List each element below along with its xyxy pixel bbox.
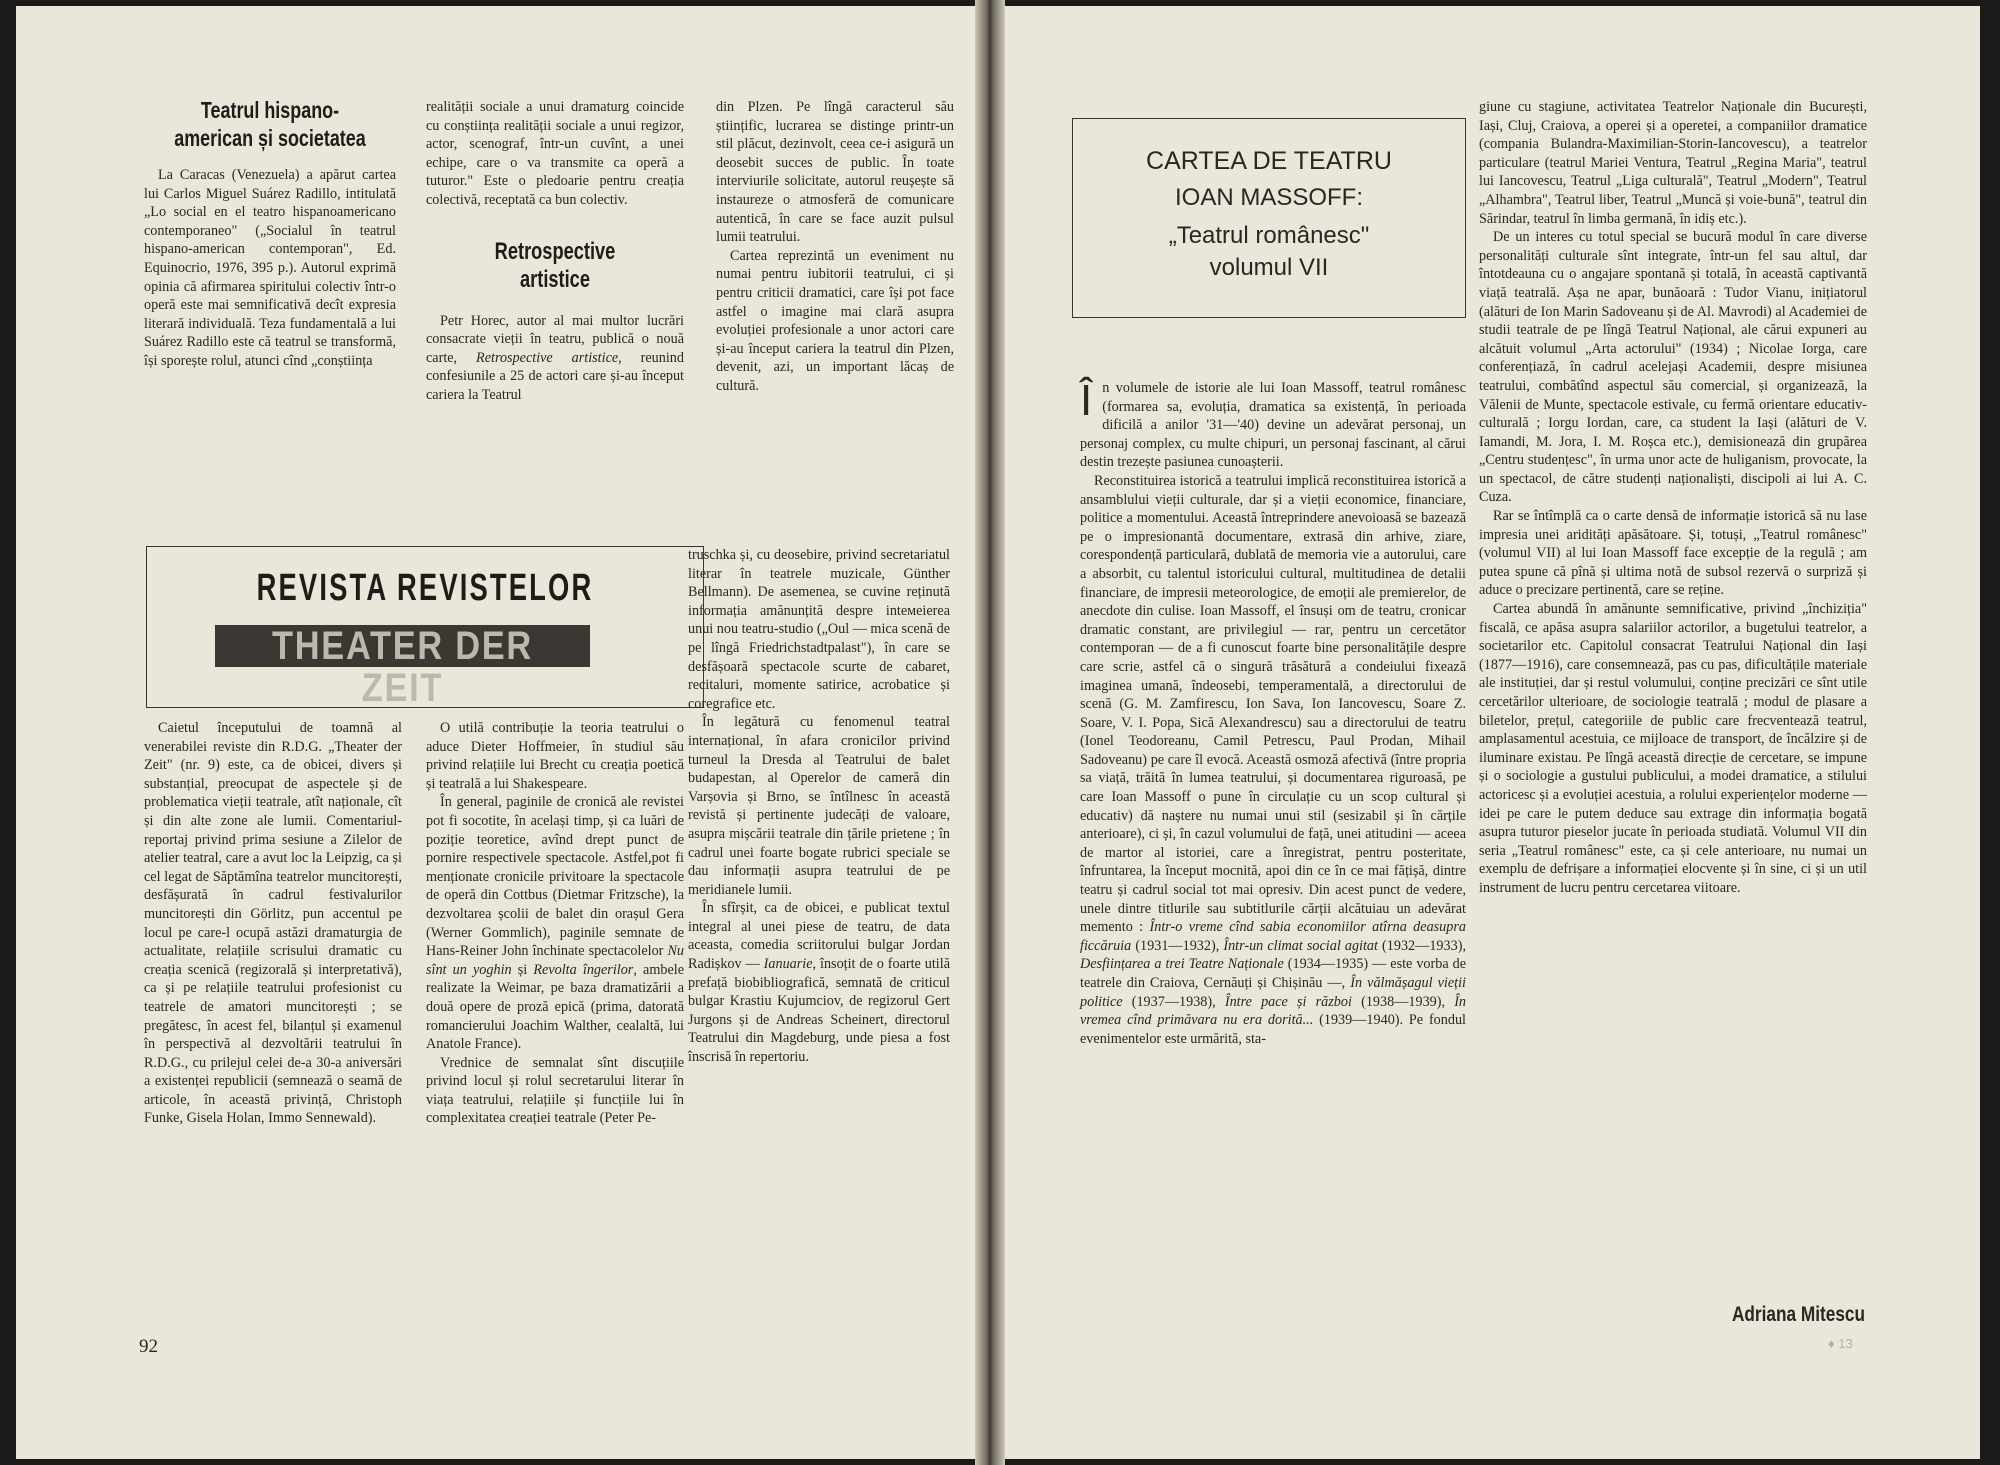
- logo-text: THEATER DER ZEIT: [271, 624, 533, 710]
- cartea-author: IOAN MASSOFF:: [1174, 184, 1363, 211]
- article-paragraph: Reconstituirea istorică a teatrului implică reconstituirea istorică a ansamblului vieții culturale, dar și a vieții economice, financiare, politice a momentului. Această întreprindere anevoioasă se bazează pe o impresionantă documentare, extrasă din arhive, ziare, corespondență particulară, dublată de memoria vie a autorului, care a absorbit, cu talentul istoricului cultural, multitudinea de detalii financiare, de impresii meteorologice, de emoții ale premierelor, de anecdote din culise. Ioan Massoff, el însuși om de teatru, cronicar dramatic constant, are privilegiul — rar, pentru un cercetător contemporan — de a fi cunoscut foarte bine personalitățile despre care scrie, astfel că o singură trăsătură a condeiului fixează imaginea umană, îndeosebi, temperamentală, a directorului de scenă (G. M. Zamfirescu, Ion Sava, Ion Iancovescu, Soare Z. Soare, V. I. Popa, Sică Alexandrescu) sau a directorului de teatru (Ionel Teodoreanu, Camil Petrescu, Paul Prodan, Mihail Sadoveanu) pe care îl evocă. Această osmoză afectivă (între propria sa viață, trăită în lumea teatrului, și documentarea riguroasă, pe care Ioan Massoff o pune în circulație cu un scop cultural și educativ) dă naștere nu numai unui stil (sesizabil și în cărțile anterioare), ci și, în cazul volumului de față, unei atitudini — aceea de martor al istoriei, care a înregistrat, pentru posteritate, înfruntarea, la început mocnită, apoi din ce în ce mai fățișă, dintre teatru și cadrul social tot mai opresiv. Din acest punct de vedere, unele dintre titlurile sau subtitlurile cărții alcătuiau un adevărat memento : Într-o vreme cînd sabia economiilor atîrna deasupra ficcăruia (1931—1932), Într-un climat social agitat (1932—1933), Desființarea a trei Teatre Naționale (1934—1935) — este vorba de teatrele din Craiova, Cernăuți și Chișinău —, În vălmășagul vieții politice (1937—1938), Între pace și război (1938—1939), În vremea cînd primăvara nu era dorită... (1939—1940). Pe fondul evenimentelor este urmărită, sta-: [1080, 472, 1467, 1047]
- article-paragraph: Petr Horec, autor al mai multor lucrări consacrate vieții în teatru, publică o nouă carte, Retrospective artistice, reunind confesiunile a 25 de actori care și-au început cariera la Teatrul: [426, 312, 684, 403]
- article-paragraph: O utilă contribuție la teoria teatrului o aduce Dieter Hoffmeier, în studiul său privind relațiile lui Brecht cu creația poetică și teatrală a lui Shakespeare.: [426, 720, 684, 792]
- article-paragraph: Cartea abundă în amănunte semnificative, privind „închizițiа" fiscală, ce apăsa asupra salariilor actorilor, a bugetului teatrelor, a societarilor etc. Capitolul consacrat Teatrului Național din Iași (1877—1916), care consemnează, pas cu pas, dificultățile materiale ale instituției, dar și restul volumului, conține precizări ce sînt utile cercetărilor ulterioare, de sociologie teatrală ; modul de plasare a biletelor, prețul, categoriile de public care frecventează teatrul, amplasamentul acestuia, ce mijloace de transport, de încălzire și de iluminare existau. Pe lîngă această direcție de cercetare, se impune și o sociologie a gustului publicului, a modei dramatice, a stilului actoricesc și a evoluției acestuia, a rolului experiențelor moderne — idei pe care le putem deduce sau extrage din informația bogată asupra tuturor pieselor jucate în perioada studiată. Volumul VII din seria „Teatrul românesc" este, ca și cele anterioare, nu numai un exemplu de defrișare a informației elocvente și în sine, ci și un util instrument de lucru pentru cercetarea viitoare.: [1479, 601, 1867, 896]
- revista-revistelor-title: REVISTA REVISTELOR: [256, 567, 594, 609]
- article-retrospective-continued-column: [716, 98, 954, 396]
- cartea-column-2: [1479, 98, 1867, 898]
- revista-column-3: [688, 546, 950, 1067]
- article-paragraph: realității sociale a unui dramaturg coincide cu conștiința realității sociale a unui regizor, actor, scenograf, într-un cuvînt, a unei echipe, care o va transmite ca operă a tuturor." Este o pledoarie pentru creația colectivă, receptată ca bun colectiv.: [426, 99, 684, 208]
- article-paragraph: În volumele de istorie ale lui Ioan Massoff, teatrul românesc (formarea sa, evoluția, dramatica sa existență, în perioada dificilă a anilor '31—'40) devine un adevărat personaj, un personaj complex, cu multe chipuri, un personaj fascinant, al cărui destin trezește pasiunea cunoașterii.: [1080, 376, 1466, 471]
- cartea-book-title: „Teatrul românesc": [1168, 222, 1370, 249]
- article-paragraph: În general, paginile de cronică ale revistei pot fi socotite, în același timp, și ca luări de poziție teoretice, avînd drept punct de pornire respectivele spectacole. Astfel,pot fi menționate cronicile privitoare la spectacole de operă din Cottbus (Dietmar Fritzsche), la dezvoltarea școlii de balet din orașul Gera (Werner Gommlich), paginile semnate de Hans-Reiner John închinate spectacolelor Nu sînt un yoghin și Revolta îngerilor, ambele realizate la Weimar, pe baza dramatizării a două opere de proză epică (prima, datorată romancierului Joachim Walther, cealaltă, lui Anatole France).: [426, 794, 684, 1053]
- article-title-retrospective: Retrospective artistice: [494, 237, 616, 293]
- article-hispano-column: [144, 96, 396, 371]
- book-gutter: [975, 0, 1005, 1465]
- article-paragraph: În legătură cu fenomenul teatral internațional, în afara cronicilor privind turneul la Dresda al Teatrului de balet budapestan, al Operelor de cameră din Varșovia și Brno, se întîlnesc în această revistă și pertinente judecăți de valoare, asupra mișcării teatrale din țările prietene ; în cadrul unei foarte bogate rubrici speciale se dau informații asupra teatrului de pe meridianele lumii.: [688, 714, 950, 898]
- article-paragraph: În sfîrșit, ca de obicei, e publicat textul integral al unei piese de teatru, de data aceasta, comedia scriitorului bulgar Jordan Radișkov — Ianuarie, însoțit de o foarte utilă prefață biobibliografică, semnată de criticul bulgar Krastiu Kujumciov, de regizorul Gert Jurgons și de Andreas Scheinert, directorul Teatrului din Magdeburg, unde piesa a fost înscrisă în repertoriu.: [688, 900, 950, 1066]
- left-page: [16, 6, 981, 1459]
- author-signature: Adriana Mitescu: [1731, 1303, 1865, 1326]
- article-paragraph: La Caracas (Venezuela) a apărut cartea lui Carlos Miguel Suárez Radillo, intitulată „Lo social en el teatro hispanoamericano contemporaneo" („Socialul în teatrul hispano-american contemporan", Ed. Equinocrio, 1976, 395 p.). Autorul exprimă opinia că afirmarea spiritului colectiv într-o operă este mai semnificativă decît expresia literară individuală. Teza fundamentală a lui Suárez Radillo este că teatrul se transformă, își sporește rolul, atunci cînd „conștiința: [144, 167, 396, 369]
- article-paragraph: De un interes cu totul special se bucură modul în care diverse personalități culturale sînt integrate, într-un fel sau altul, dar întotdeauna cu o angajare spontană și totală, în această captivantă viață teatrală. Așa ne apar, bunăoară : Tudor Vianu, inițiatorul (alături de Ion Marin Sadoveanu și de Al. Mavrodi) al Academiei de studii teatrale de pe lîngă Teatrul Național, ale cărui expuneri au alcătuit volumul „Arta actorului" (1934) ; Nicolae Iorga, care conferențiază, în cadrul acelejași Academii, despre misiunea teatrului, combătînd aspectul său comercial, și organizează, la Vălenii de Munte, spectacole estivale, cu fermă orientare educativ-culturală ; Iorgu Iordan, care, ca student la Iași (alături de V. Iamandi, M. Jora, I. M. Roșca etc.), demisionează din grupărea „Centru studențesc", în urma unor acte de huliganism, provocate, la un spectacol, de către studenți naționaliști, discipoli ai lui A. C. Cuza.: [1479, 229, 1867, 506]
- cartea-column-1: [1080, 376, 1467, 1048]
- drop-cap: Î: [1080, 376, 1093, 425]
- page-number: 92: [139, 1336, 158, 1357]
- right-page: [1005, 6, 1980, 1459]
- theater-der-zeit-logo: [215, 624, 590, 710]
- article-paragraph: Rar se întîmplă ca o carte densă de informație istorică să nu lase impresia unei aridități apăsătoare. Și, totuși, „Teatrul românesc" (volumul VII) al lui Ioan Massoff face excepție de la regulă ; am putea spune că pînă și ultima notă de subsol rezervă o surpriză și aduce o precizare pertinentă, care se reține.: [1479, 508, 1867, 599]
- revista-column-2: [426, 719, 684, 1128]
- article-paragraph: Caietul începutului de toamnă al venerabilei reviste din R.D.G. „Theater der Zeit" (nr. 9) este, ca de obicei, divers și substanțial, preocupat de aspectele și de problematica vieții teatrale, atît naționale, cît și din alte zone ale lumii. Comentariul-reportaj privind prima sesiune a Zilelor de atelier teatral, care a avut loc la Leipzig, ca și cel legat de Săptămîna teatrelor muncitorești, desfășurată în cadrul festivalurilor muncitorești din Görlitz, pun accentul pe locul pe care-l ocupă astăzi dramaturgia de actualitate, relațiile scrisului dramatic cu creația scenică (regizorală și interpretativă), ca și pe relațiile teatrului profesionist cu teatrele de amatori muncitorești ; se pregătesc, în acest fel, bilanțul și examenul în perspectivă al dezvoltării teatrului în R.D.G., cu prilejul celei de-a 30-a aniversări a existenței republicii (semnează o seamă de articole, în această privință, Christoph Funke, Gisela Holan, Immo Sennewald).: [144, 720, 402, 1127]
- article-title-hispano: Teatrul hispano-american și societatea: [174, 97, 366, 151]
- article-hispano-continued-column: [426, 98, 684, 405]
- revista-column-1: [144, 719, 402, 1128]
- article-paragraph: giune cu stagiune, activitatea Teatrelor Naționale din București, Iași, Cluj, Craiova, a operei și a operetei, a companiilor dramatice (compania Bulandra-Maximilian-Storin-Iancovescu), a teatrelor particulare (teatrul Mariei Ventura, Teatrul „Regina Maria", teatrul lui Iancovescu, Teatrul „Liga culturală", Teatrul „Modern", Teatrul „Alhambra", Teatrul liber, Teatrul „Muncă și voie-bună", teatrul din Sărindar, teatrul în limba germană, în idiș etc.).: [1479, 99, 1867, 227]
- cartea-section-title: CARTEA DE TEATRU: [1146, 147, 1392, 175]
- article-paragraph: Vrednice de semnalat sînt discuțiile privind locul și rolul secretarului literar în viața teatrului, relațiile și funcțiile lui în complexitatea creației teatrale (Peter Pe-: [426, 1054, 684, 1127]
- page-stamp: ♦ 13: [1828, 1336, 1853, 1351]
- article-paragraph: din Plzen. Pe lîngă caracterul său științific, lucrarea se distinge printr-un stil plăcut, dezinvolt, ceea ce-i asigură un deosebit succes de public. În toate interviurile solicitate, autorul reușește să instaureze o atmosferă de comunicare autentică, în care se face auzit pulsul lumii teatrului.: [716, 99, 954, 246]
- revista-revistelor-header-box: [146, 546, 704, 708]
- cartea-de-teatru-header-box: [1072, 118, 1466, 318]
- article-paragraph: truschka și, cu deosebire, privind secretariatul literar în teatrele muzicale, Günther Bellmann). De asemenea, se cuvine reținută informația amănunțită despre inteмeierea unui nou teatru-studio („Oul — mica scenă de pe lîngă Friedrichstadtpalast"), în care se desfășoară spectacole scurte de cabaret, recitaluri, momente satirice, acrobatice și coregrafice etc.: [688, 547, 950, 712]
- article-paragraph: Cartea reprezintă un eveniment nu numai pentru iubitorii teatrului, ci și pentru criticii dramatici, care își pot face astfel o imagine mai clară asupra evoluției profesionale a unor actori care și-au început cariera la teatrul din Plzen, devenit, azi, un important lăcaș de cultură.: [716, 247, 954, 394]
- cartea-volume: volumul VII: [1209, 254, 1329, 281]
